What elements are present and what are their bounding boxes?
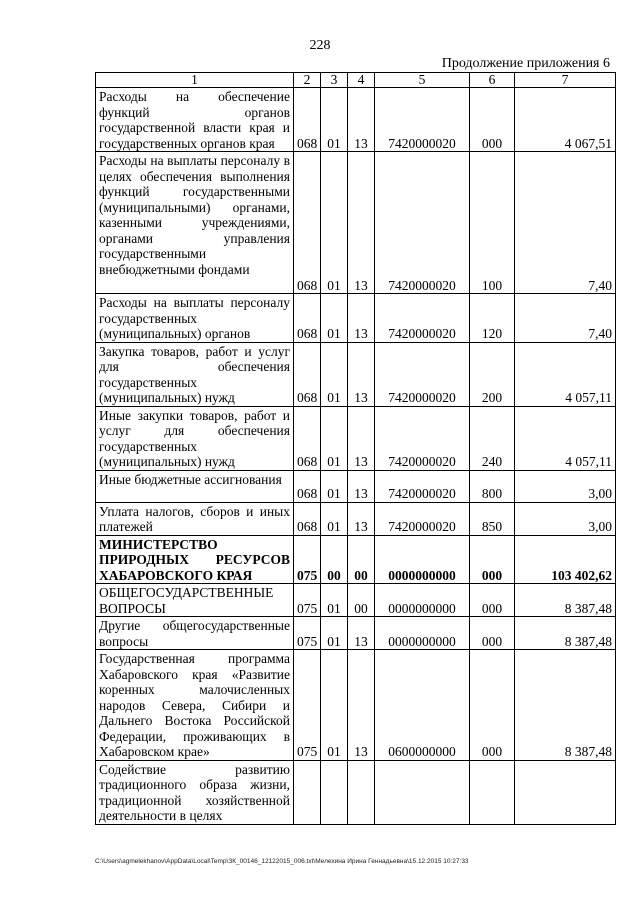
- row-amount-cell: 4 067,51: [515, 88, 616, 152]
- row-code-cell: 000: [470, 650, 515, 761]
- row-code-cell: 7420000020: [375, 502, 470, 535]
- row-code-cell: 01: [321, 88, 348, 152]
- budget-table-body: [96, 73, 616, 825]
- row-code-cell: 100: [470, 152, 515, 294]
- table-row: [96, 502, 616, 535]
- row-name-cell: Закупка товаров, работ и услуг для обеспечения государственных (муниципальных) нужд: [96, 342, 294, 406]
- row-code-cell: 000: [470, 617, 515, 650]
- row-code-cell: 13: [348, 406, 375, 470]
- row-code-cell: 120: [470, 294, 515, 343]
- row-amount-cell: 7,40: [515, 152, 616, 294]
- row-name-cell: Расходы на выплаты персоналу в целях обеспечения выполнения функций государственными (муниципальными) органами, казенными учреждениями, органами управления государственными внебюджетными фондами: [96, 152, 294, 294]
- header-cell: 3: [321, 73, 348, 88]
- row-code-cell: 7420000020: [375, 294, 470, 343]
- row-amount-cell: 4 057,11: [515, 406, 616, 470]
- row-name-cell: Расходы на выплаты персоналу государственных (муниципальных) органов: [96, 294, 294, 343]
- row-name-cell: Уплата налогов, сборов и иных платежей: [96, 502, 294, 535]
- table-row: [96, 584, 616, 617]
- header-cell: 7: [515, 73, 616, 88]
- row-code-cell: 068: [294, 152, 321, 294]
- table-row: [96, 294, 616, 343]
- table-row: [96, 406, 616, 470]
- row-code-cell: 0000000000: [375, 584, 470, 617]
- row-code-cell: [375, 760, 470, 824]
- table-row: [96, 617, 616, 650]
- row-code-cell: 075: [294, 535, 321, 584]
- row-code-cell: 000: [470, 535, 515, 584]
- row-code-cell: [294, 760, 321, 824]
- row-amount-cell: 7,40: [515, 294, 616, 343]
- row-code-cell: 13: [348, 502, 375, 535]
- row-code-cell: 13: [348, 88, 375, 152]
- row-amount-cell: 3,00: [515, 470, 616, 502]
- row-code-cell: 01: [321, 502, 348, 535]
- row-code-cell: 7420000020: [375, 406, 470, 470]
- header-cell: 5: [375, 73, 470, 88]
- row-code-cell: 068: [294, 88, 321, 152]
- row-code-cell: 00: [321, 535, 348, 584]
- row-name-cell: ОБЩЕГОСУДАРСТВЕННЫЕ ВОПРОСЫ: [96, 584, 294, 617]
- row-code-cell: 00: [348, 535, 375, 584]
- row-name-cell: Другие общегосударственные вопросы: [96, 617, 294, 650]
- row-amount-cell: 8 387,48: [515, 584, 616, 617]
- row-code-cell: 01: [321, 617, 348, 650]
- header-cell: 2: [294, 73, 321, 88]
- row-name-cell: Государственная программа Хабаровского края «Развитие коренных малочисленных народов Севера, Сибири и Дальнего Востока Российской Федерации, проживающих в Хабаровском крае»: [96, 650, 294, 761]
- row-code-cell: 01: [321, 294, 348, 343]
- row-code-cell: 13: [348, 650, 375, 761]
- row-code-cell: 01: [321, 342, 348, 406]
- row-code-cell: 068: [294, 406, 321, 470]
- row-code-cell: 200: [470, 342, 515, 406]
- table-row: [96, 535, 616, 584]
- row-code-cell: 000: [470, 88, 515, 152]
- row-code-cell: 13: [348, 152, 375, 294]
- page-number: 228: [309, 38, 331, 53]
- file-path-footer: C:\Users\agmelekhanov\AppData\Local\Temp\ЗК_00146_12122015_006.txt\Мелехина Ирина Геннадьевна\15.12.2015 10:27:33: [95, 858, 469, 865]
- row-code-cell: 850: [470, 502, 515, 535]
- row-code-cell: 7420000020: [375, 342, 470, 406]
- header-cell: 6: [470, 73, 515, 88]
- row-amount-cell: [515, 760, 616, 824]
- row-code-cell: [470, 760, 515, 824]
- row-code-cell: 240: [470, 406, 515, 470]
- row-code-cell: 7420000020: [375, 88, 470, 152]
- table-header-row: [96, 73, 616, 88]
- row-code-cell: 075: [294, 584, 321, 617]
- row-name-cell: Иные закупки товаров, работ и услуг для обеспечения государственных (муниципальных) нужд: [96, 406, 294, 470]
- row-name-cell: МИНИСТЕРСТВО ПРИРОДНЫХ РЕСУРСОВ ХАБАРОВСКОГО КРАЯ: [96, 535, 294, 584]
- row-amount-cell: 8 387,48: [515, 650, 616, 761]
- row-code-cell: 0600000000: [375, 650, 470, 761]
- budget-table: [95, 72, 616, 825]
- row-code-cell: 01: [321, 650, 348, 761]
- row-amount-cell: 3,00: [515, 502, 616, 535]
- table-row: [96, 470, 616, 502]
- row-code-cell: 068: [294, 294, 321, 343]
- row-name-cell: Расходы на обеспечение функций органов государственной власти края и государственных органов края: [96, 88, 294, 152]
- row-code-cell: 13: [348, 342, 375, 406]
- row-code-cell: 13: [348, 470, 375, 502]
- row-code-cell: 01: [321, 470, 348, 502]
- row-code-cell: 0000000000: [375, 617, 470, 650]
- table-row: [96, 760, 616, 824]
- row-code-cell: 068: [294, 502, 321, 535]
- row-code-cell: 068: [294, 342, 321, 406]
- appendix-continuation-label: Продолжение приложения 6: [441, 56, 610, 71]
- row-code-cell: 000: [470, 584, 515, 617]
- row-amount-cell: 103 402,62: [515, 535, 616, 584]
- row-amount-cell: 8 387,48: [515, 617, 616, 650]
- row-amount-cell: 4 057,11: [515, 342, 616, 406]
- row-code-cell: 00: [348, 584, 375, 617]
- row-name-cell: Содействие развитию традиционного образа жизни, традиционной хозяйственной деятельности в целях: [96, 760, 294, 824]
- table-row: [96, 342, 616, 406]
- row-code-cell: 0000000000: [375, 535, 470, 584]
- row-code-cell: 075: [294, 617, 321, 650]
- row-code-cell: [321, 760, 348, 824]
- row-code-cell: 7420000020: [375, 152, 470, 294]
- table-row: [96, 650, 616, 761]
- row-code-cell: 068: [294, 470, 321, 502]
- row-code-cell: 13: [348, 294, 375, 343]
- table-row: [96, 88, 616, 152]
- header-cell: 4: [348, 73, 375, 88]
- header-cell: 1: [96, 73, 294, 88]
- row-code-cell: 075: [294, 650, 321, 761]
- row-code-cell: 7420000020: [375, 470, 470, 502]
- row-name-cell: Иные бюджетные ассигнования: [96, 470, 294, 502]
- row-code-cell: 800: [470, 470, 515, 502]
- table-row: [96, 152, 616, 294]
- row-code-cell: 01: [321, 584, 348, 617]
- row-code-cell: 01: [321, 406, 348, 470]
- row-code-cell: [348, 760, 375, 824]
- row-code-cell: 01: [321, 152, 348, 294]
- row-code-cell: 13: [348, 617, 375, 650]
